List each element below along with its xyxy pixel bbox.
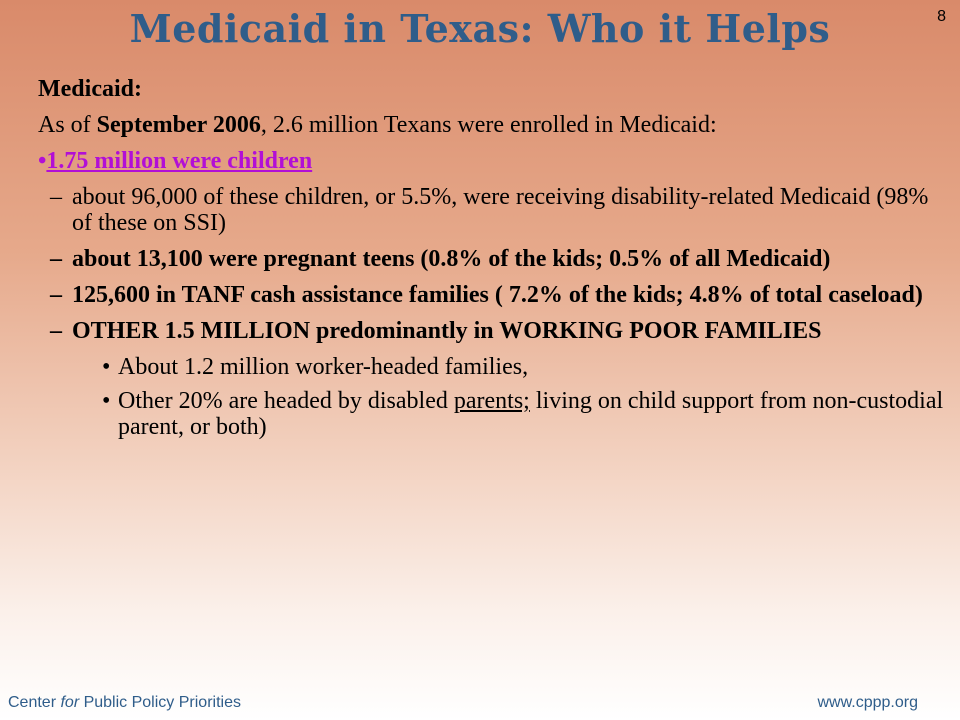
footer-left-post: Public Policy Priorities	[79, 694, 241, 711]
dash-marker: –	[50, 282, 62, 308]
footer-url[interactable]: www.cppp.org	[817, 694, 918, 711]
parents-underlined: parents;	[453, 388, 530, 414]
dash-marker: –	[50, 318, 62, 344]
list-item	[38, 246, 948, 272]
children-bullet[interactable]	[38, 148, 948, 174]
worker-families-item: About 1.2 million worker-headed families,	[118, 354, 529, 380]
disabled-parents-pre: Other 20% are headed by disabled	[118, 388, 454, 414]
intro-pre: As of	[38, 112, 97, 138]
bullet-marker: •	[38, 148, 47, 174]
disabled-parents-post: living on child support from non-custodial parent, or both)	[118, 388, 944, 440]
footer-left-pre: Center	[8, 694, 61, 711]
tanf-item: 125,600 in TANF cash assistance families ( 7.2% of the kids; 4.8% of total caseload)	[72, 282, 923, 308]
dash-marker: –	[50, 184, 62, 210]
dash-marker: –	[50, 246, 62, 272]
intro-date: September 2006	[96, 112, 261, 138]
children-link[interactable]: 1.75 million were children	[46, 148, 313, 174]
list-item	[38, 388, 948, 440]
list-item	[38, 282, 948, 308]
list-item	[38, 318, 948, 344]
footer-left-italic: for	[60, 694, 80, 711]
slide-content	[38, 76, 948, 448]
sub-bullet-marker: •	[102, 388, 111, 414]
intro-post: , 2.6 million Texans were enrolled in Medicaid:	[260, 112, 717, 138]
page-title: Medicaid in Texas: Who it Helps	[129, 6, 831, 51]
list-item	[38, 354, 948, 380]
intro-line	[38, 112, 948, 138]
slide-number: 8	[937, 8, 946, 25]
footer-organization	[8, 694, 241, 712]
section-heading: Medicaid:	[38, 76, 142, 102]
disability-item: about 96,000 of these children, or 5.5%, were receiving disability-related Medicaid (98% of these on SSI)	[72, 184, 929, 236]
pregnant-teens-item: about 13,100 were pregnant teens (0.8% of the kids; 0.5% of all Medicaid)	[72, 246, 831, 272]
sub-bullet-marker: •	[102, 354, 111, 380]
working-poor-item: OTHER 1.5 MILLION predominantly in WORKING POOR FAMILIES	[72, 318, 822, 344]
list-item	[38, 184, 948, 236]
disabled-parents-item	[118, 388, 948, 440]
